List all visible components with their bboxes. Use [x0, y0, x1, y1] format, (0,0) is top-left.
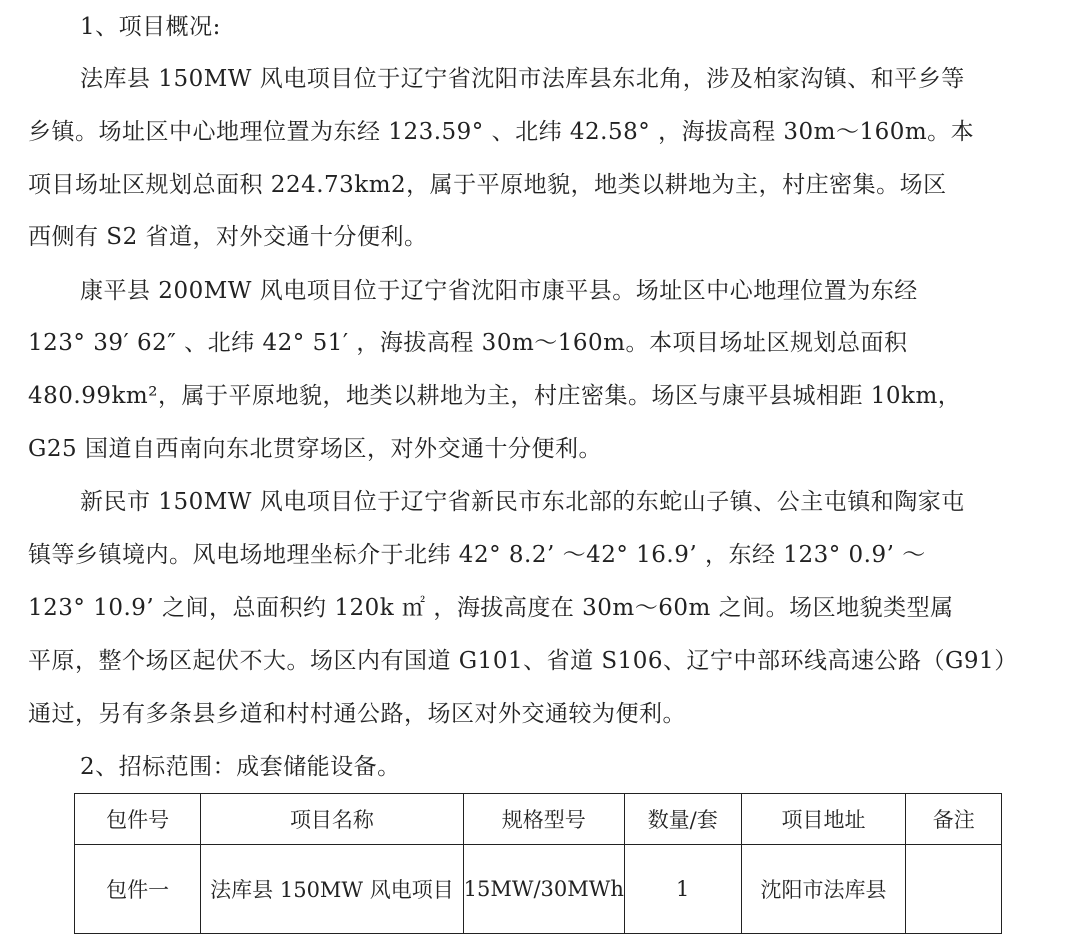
para1-line-4: 西侧有 S2 省道，对外交通十分便利。 [28, 224, 428, 250]
para2-line-3: 480.99km²，属于平原地貌，地类以耕地为主，村庄密集。场区与康平县城相距 10km， [28, 383, 962, 409]
section1-heading: 1、项目概况: [80, 14, 221, 40]
para1-line-2: 乡镇。场址区中心地理位置为东经 123.59° 、北纬 42.58° ，海拔高程 30m～160m。本 [28, 119, 975, 145]
header-project-address: 项目地址 [741, 794, 906, 845]
section2-heading: 2、招标范围：成套储能设备。 [80, 754, 401, 780]
para1-line-3: 项目场址区规划总面积 224.73km2，属于平原地貌，地类以耕地为主，村庄密集。场区 [28, 172, 947, 198]
para1-line-1: 法库县 150MW 风电项目位于辽宁省沈阳市法库县东北角，涉及柏家沟镇、和平乡等 [80, 66, 965, 92]
para3-line-5: 通过，另有多条县乡道和村村通公路，场区对外交通较为便利。 [28, 701, 686, 727]
cell-spec-model: 15MW/30MWh [463, 845, 624, 934]
para2-line-4: G25 国道自西南向东北贯穿场区，对外交通十分便利。 [28, 436, 602, 462]
cell-package-no: 包件一 [75, 845, 201, 934]
para3-line-2: 镇等乡镇境内。风电场地理坐标介于北纬 42° 8.2’ ～42° 16.9’ ，东经 123° 0.9’ ～ [28, 542, 926, 568]
cell-remarks [906, 845, 1002, 934]
para2-line-1: 康平县 200MW 风电项目位于辽宁省沈阳市康平县。场址区中心地理位置为东经 [80, 278, 918, 304]
para3-line-4: 平原，整个场区起伏不大。场区内有国道 G101、省道 S106、辽宁中部环线高速公路（G91） [28, 648, 1018, 674]
para3-line-1: 新民市 150MW 风电项目位于辽宁省新民市东北部的东蛇山子镇、公主屯镇和陶家屯 [80, 489, 965, 515]
cell-project-address: 沈阳市法库县 [741, 845, 906, 934]
cell-project-name: 法库县 150MW 风电项目 [201, 845, 463, 934]
header-project-name: 项目名称 [201, 794, 463, 845]
table-header-row [75, 794, 1002, 845]
tender-table [74, 793, 1002, 934]
table-row [75, 845, 1002, 934]
header-spec-model: 规格型号 [463, 794, 624, 845]
header-package-no: 包件号 [75, 794, 201, 845]
para3-line-3: 123° 10.9’ 之间，总面积约 120k ㎡ ，海拔高度在 30m～60m 之间。场区地貌类型属 [28, 595, 954, 621]
cell-quantity: 1 [624, 845, 741, 934]
para2-line-2: 123° 39′ 62″ 、北纬 42° 51′ ，海拔高程 30m～160m。本项目场址区规划总面积 [28, 330, 908, 356]
header-remarks: 备注 [906, 794, 1002, 845]
header-quantity: 数量/套 [624, 794, 741, 845]
